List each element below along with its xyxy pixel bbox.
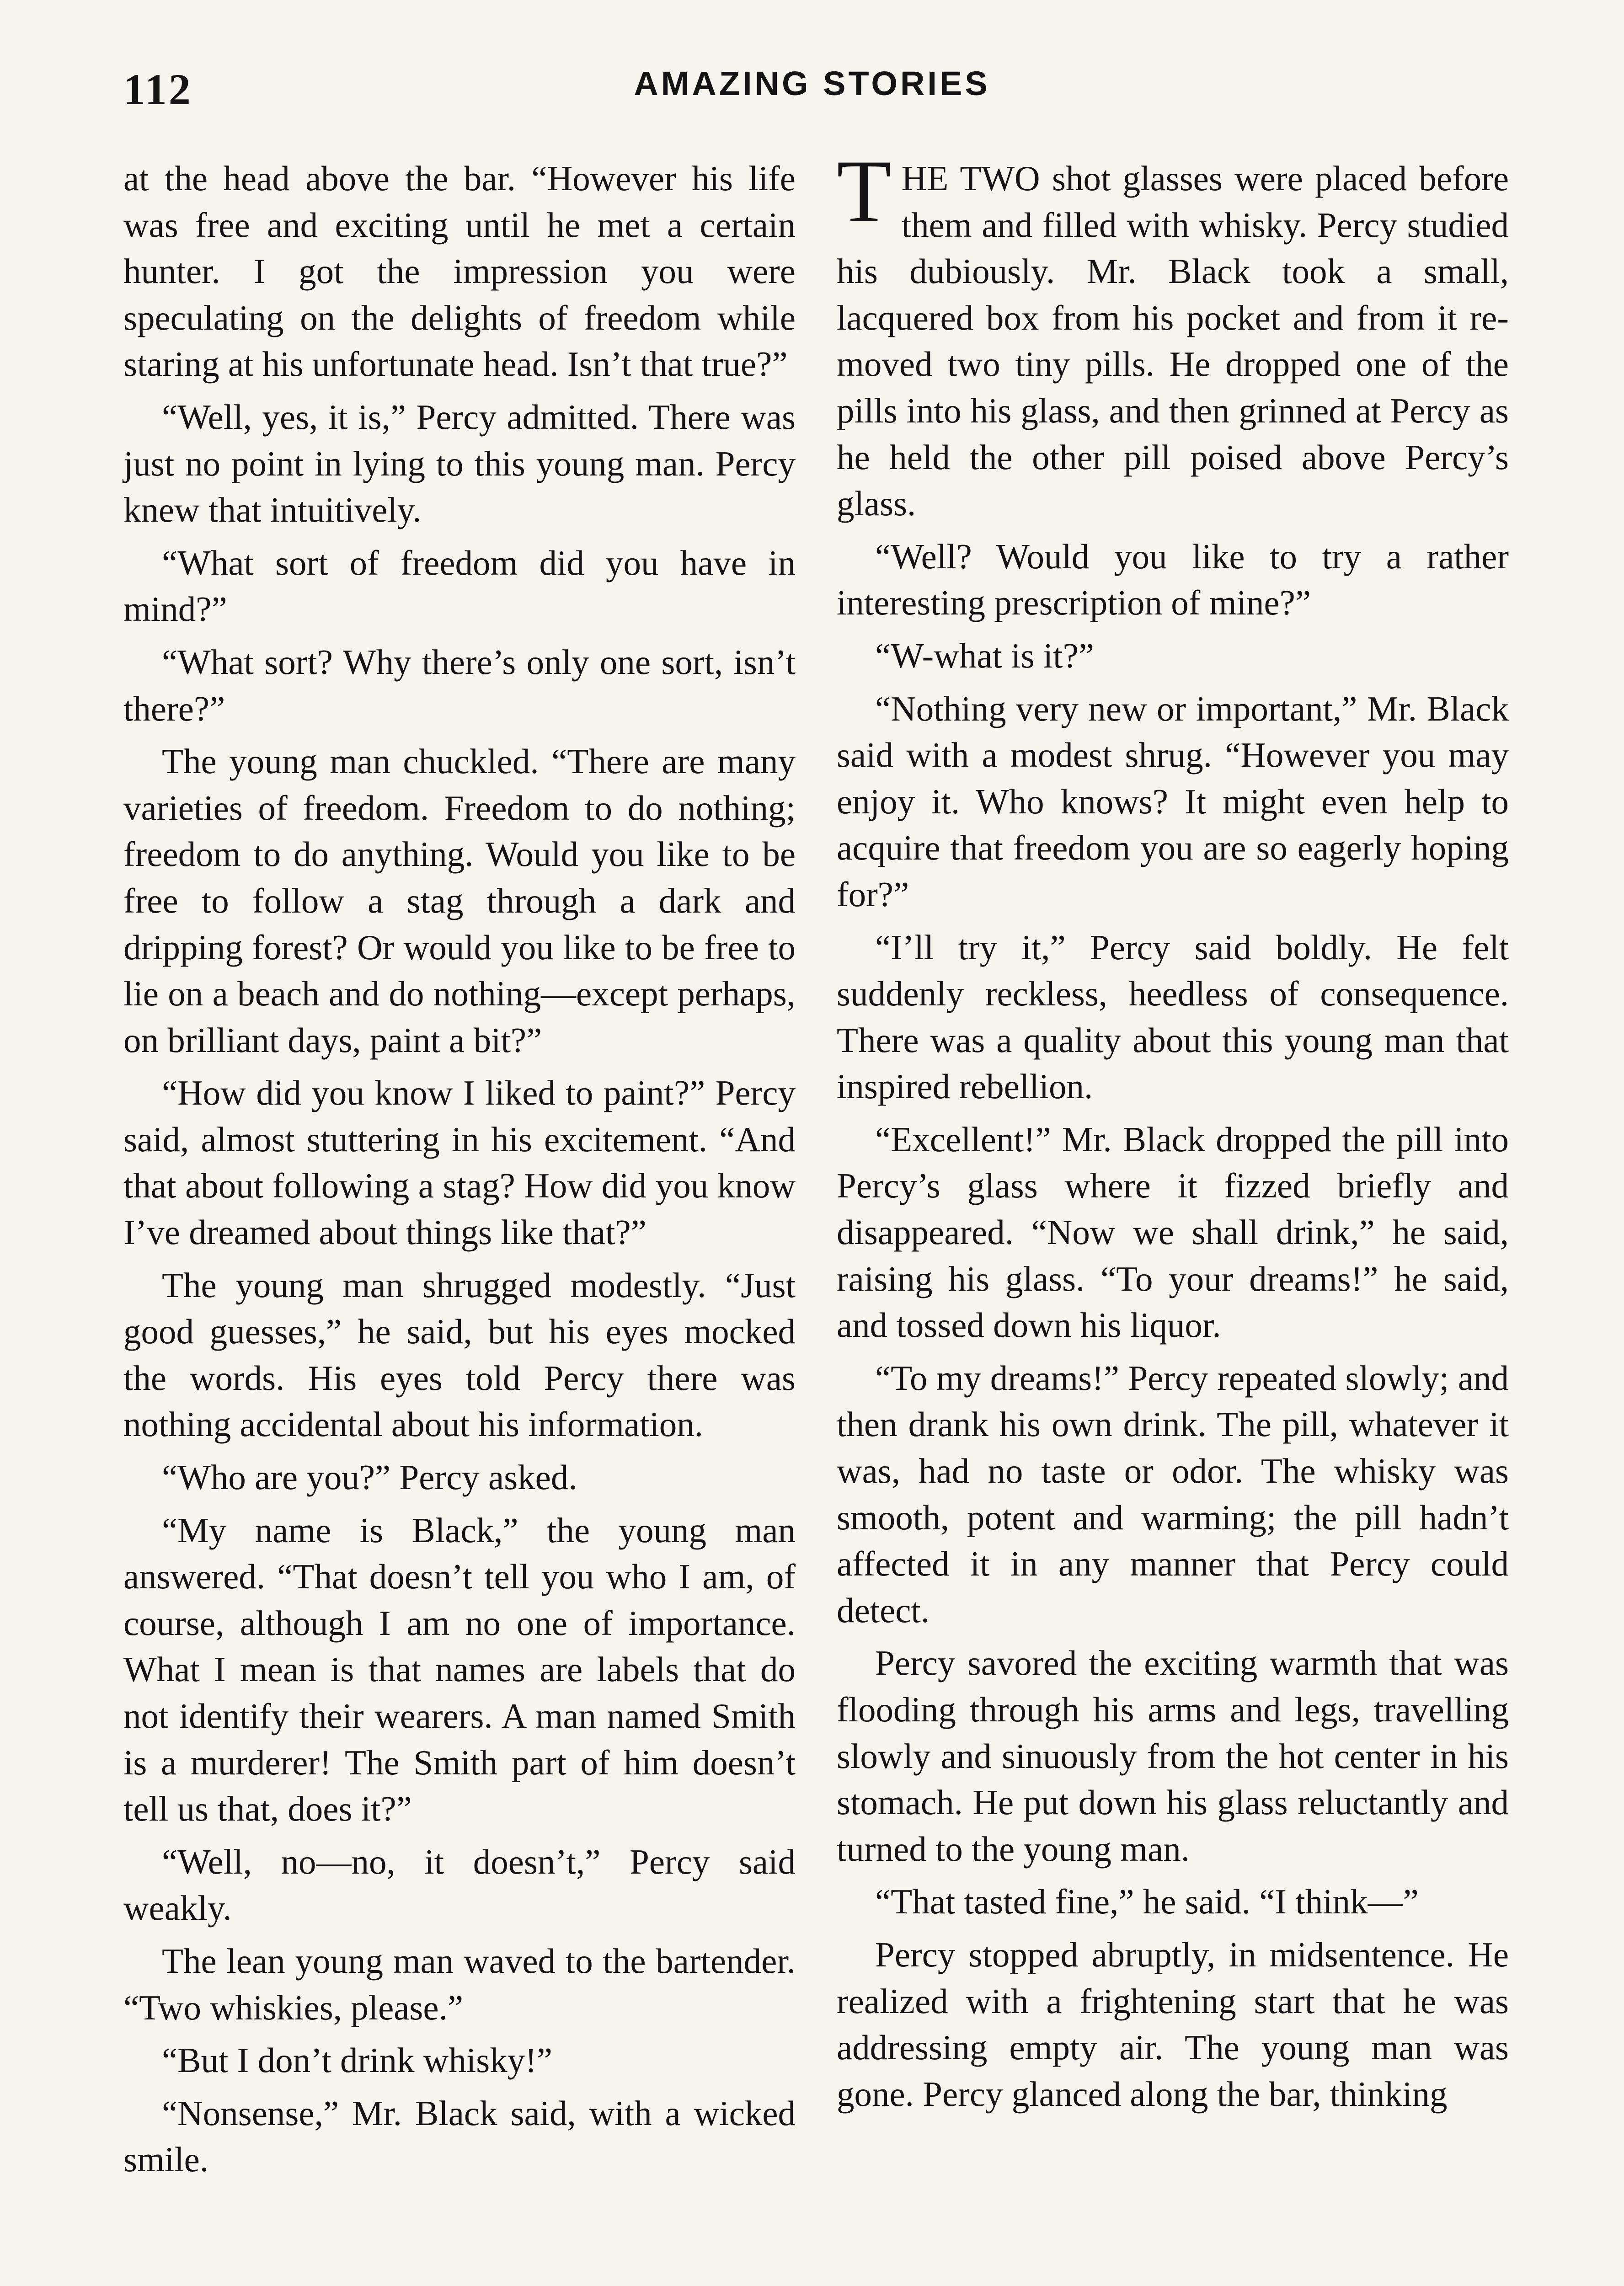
paragraph: “That tasted fine,” he said. “I think—” bbox=[875, 1882, 1419, 1922]
opening-text: HE TWO shot glasses were placed before them and filled with whisky. Percy studied his dubiously. Mr. Black took a small, lacquered box from his pocket and from it removed two tiny pills. He dropped one of the pills into his glass, and then grinned at Percy as he held the other pill poised above Percy’s glass. bbox=[837, 159, 1509, 523]
paragraph: “How did you know I liked to paint?” Percy said, almost stuttering in his excitement. “And that about following a stag? How did you know I’ve dreamed about things like that?” bbox=[123, 1073, 796, 1252]
opening-paragraph bbox=[837, 142, 1509, 527]
page-number: 112 bbox=[123, 65, 192, 114]
paragraph: “Well, yes, it is,” Percy admitted. There was just no point in lying to this young man. Percy knew that intuitively. bbox=[123, 397, 796, 530]
paragraph: at the head above the bar. “However his life was free and exciting until he met a certain hunter. I got the impression you were speculating on the delights of freedom while staring at his unfortunate head. Isn’t that true?” bbox=[123, 159, 796, 384]
paragraph: “Nothing very new or important,” Mr. Black said with a modest shrug. “However you may enjoy it. Who knows? It might even help to acquire that freedom you are so eagerly hoping for?” bbox=[837, 689, 1509, 914]
left-column bbox=[123, 155, 796, 2190]
drop-cap: T bbox=[837, 142, 892, 241]
paragraph: “I’ll try it,” Percy said boldly. He felt suddenly reckless, heedless of consequence. There was a quality about this young man that inspired rebellion. bbox=[837, 927, 1509, 1106]
paragraph: “Excellent!” Mr. Black dropped the pill into Percy’s glass where it fizzed briefly and disappeared. “Now we shall drink,” he said, raising his glass. “To your dreams!” he said, and tossed down his liquor. bbox=[837, 1119, 1509, 1345]
paragraph: “What sort? Why there’s only one sort, isn’t there?” bbox=[123, 642, 796, 728]
paragraph: “Nonsense,” Mr. Black said, with a wicked smile. bbox=[123, 2093, 796, 2179]
right-column bbox=[837, 142, 1509, 2124]
paragraph: “Who are you?” Percy asked. bbox=[162, 1458, 577, 1497]
paragraph: “Well? Would you like to try a rather interesting prescription of mine?” bbox=[837, 536, 1509, 623]
paragraph: The lean young man waved to the bartender. “Two whiskies, please.” bbox=[123, 1941, 796, 2027]
paragraph: “W-what is it?” bbox=[875, 636, 1094, 675]
paragraph: The young man chuckled. “There are many varieties of freedom. Freedom to do nothing; freedom to do anything. Would you like to be free to follow a stag through a dark and dripping forest? Or would you like to be free to lie on a beach and do nothing—except perhaps, on brilliant days, paint a bit?” bbox=[123, 742, 796, 1060]
paragraph: The young man shrugged modestly. “Just good guesses,” he said, but his eyes mocked the words. His eyes told Percy there was nothing accidental about his information. bbox=[123, 1265, 796, 1444]
paragraph: “My name is Black,” the young man answered. “That doesn’t tell you who I am, of course, although I am no one of importance. What I mean is that names are labels that do not identify their wearers. A man named Smith is a murderer! The Smith part of him doesn’t tell us that, does it?” bbox=[123, 1510, 796, 1829]
paragraph: “Well, no—no, it doesn’t,” Percy said weakly. bbox=[123, 1842, 796, 1928]
paragraph: Percy stopped abruptly, in midsentence. He realized with a frightening start that he was addressing empty air. The young man was gone. Percy glanced along the bar, thinking bbox=[837, 1934, 1509, 2114]
paragraph: Percy savored the exciting warmth that was flooding through his arms and legs, travelling slowly and sinuously from the hot center in his stomach. He put down his glass reluctantly and turned to the young man. bbox=[837, 1643, 1509, 1869]
paragraph: “But I don’t drink whisky!” bbox=[162, 2040, 553, 2080]
running-head: AMAZING STORIES bbox=[634, 64, 990, 102]
paragraph: “What sort of freedom did you have in mind?” bbox=[123, 543, 796, 629]
paragraph: “To my dreams!” Percy repeated slowly; and then drank his own drink. The pill, whatever it was, had no taste or odor. The whisky was smooth, potent and warming; the pill hadn’t affected it in any manner that Percy could detect. bbox=[837, 1358, 1509, 1630]
